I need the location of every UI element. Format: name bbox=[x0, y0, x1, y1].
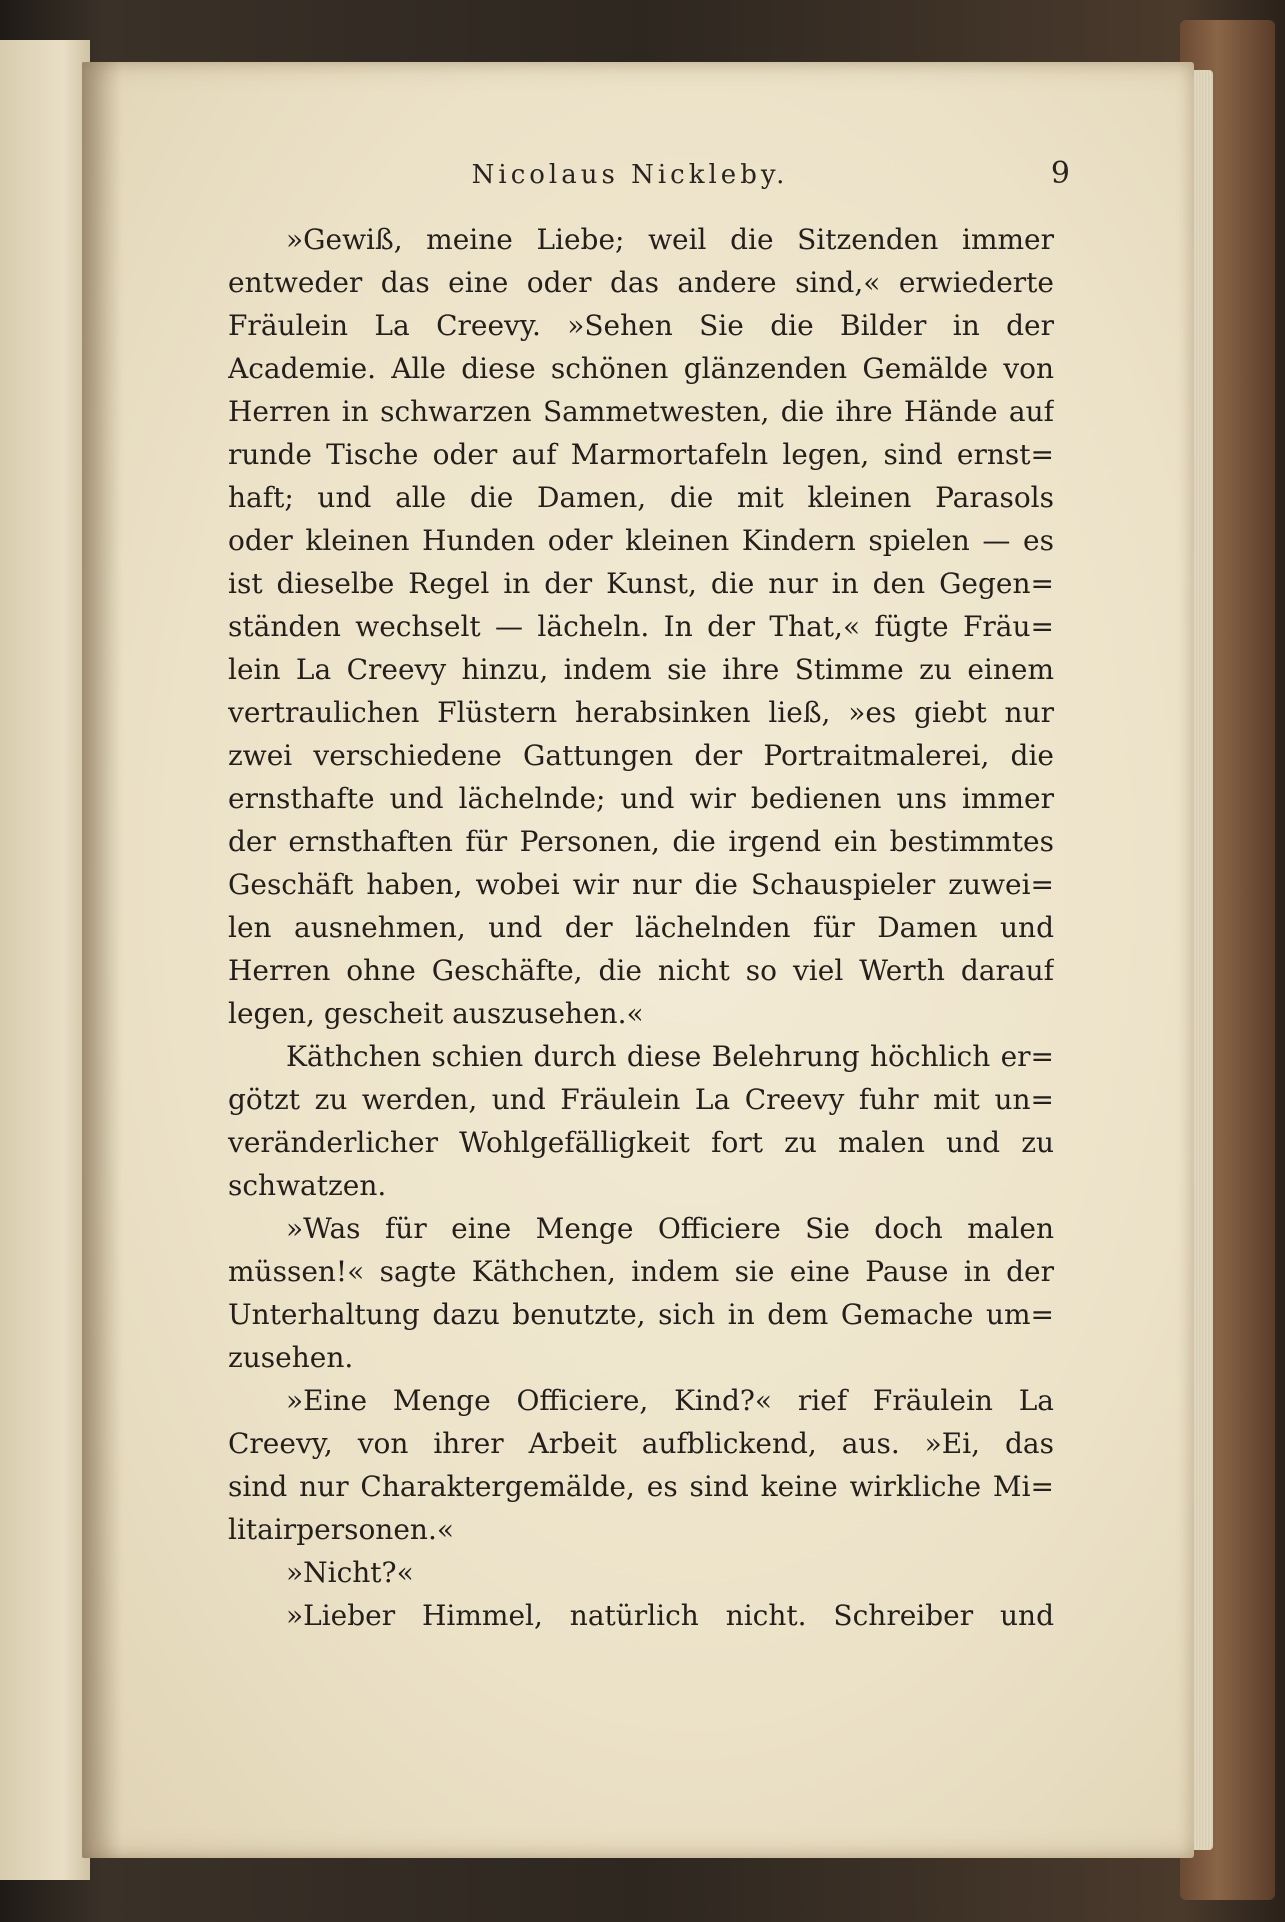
text-line: zwei verschiedene Gattungen der Portraitmalerei, die bbox=[228, 739, 1054, 772]
page-number: 9 bbox=[1050, 156, 1070, 191]
text-line: oder kleinen Hunden oder kleinen Kindern spielen — es bbox=[228, 524, 1054, 557]
text-line: zusehen. bbox=[228, 1341, 354, 1374]
text-line: Geschäft haben, wobei wir nur die Schauspieler zuwei= bbox=[228, 868, 1054, 901]
text-line: »Was für eine Menge Officiere Sie doch malen bbox=[286, 1212, 1054, 1245]
text-line: haft; und alle die Damen, die mit kleinen Parasols bbox=[228, 481, 1054, 514]
text-line: »Nicht?« bbox=[286, 1556, 414, 1589]
text-line: götzt zu werden, und Fräulein La Creevy fuhr mit un= bbox=[228, 1083, 1054, 1116]
running-title: Nicolaus Nickleby. bbox=[471, 160, 789, 190]
text-line: vertraulichen Flüstern herabsinken ließ, »es giebt nur bbox=[228, 696, 1054, 729]
text-line: len ausnehmen, und der lächelnden für Damen und bbox=[228, 911, 1054, 944]
body-text bbox=[228, 218, 1054, 1637]
gutter-shadow bbox=[82, 62, 122, 1858]
text-line: ernsthafte und lächelnde; und wir bedienen uns immer bbox=[228, 782, 1054, 815]
text-line: Käthchen schien durch diese Belehrung höchlich er= bbox=[286, 1040, 1054, 1073]
text-line: »Gewiß, meine Liebe; weil die Sitzenden immer bbox=[286, 223, 1054, 256]
text-line: litairpersonen.« bbox=[228, 1513, 454, 1546]
text-line: Fräulein La Creevy. »Sehen Sie die Bilder in der bbox=[228, 309, 1054, 342]
text-line: Unterhaltung dazu benutzte, sich in dem Gemache um= bbox=[228, 1298, 1054, 1331]
text-line: entweder das eine oder das andere sind,« erwiederte bbox=[228, 266, 1054, 299]
text-line: sind nur Charaktergemälde, es sind keine wirkliche Mi= bbox=[228, 1470, 1054, 1503]
text-line: legen, gescheit auszusehen.« bbox=[228, 997, 644, 1030]
page-header bbox=[0, 156, 1285, 200]
text-line: veränderlicher Wohlgefälligkeit fort zu malen und zu bbox=[228, 1126, 1054, 1159]
text-line: Creevy, von ihrer Arbeit aufblickend, aus. »Ei, das bbox=[228, 1427, 1054, 1460]
text-line: »Eine Menge Officiere, Kind?« rief Fräulein La bbox=[286, 1384, 1054, 1417]
text-line: »Lieber Himmel, natürlich nicht. Schreiber und bbox=[286, 1599, 1054, 1632]
text-line: Herren ohne Geschäfte, die nicht so viel Werth darauf bbox=[228, 954, 1054, 987]
text-line: der ernsthaften für Personen, die irgend ein bestimmtes bbox=[228, 825, 1054, 858]
text-line: runde Tische oder auf Marmortafeln legen, sind ernst= bbox=[228, 438, 1054, 471]
text-line: ständen wechselt — lächeln. In der That,« fügte Fräu= bbox=[228, 610, 1054, 643]
text-line: schwatzen. bbox=[228, 1169, 387, 1202]
text-line: Herren in schwarzen Sammetwesten, die ihre Hände auf bbox=[228, 395, 1054, 428]
text-line: müssen!« sagte Käthchen, indem sie eine Pause in der bbox=[228, 1255, 1054, 1288]
left-page-edge bbox=[0, 40, 90, 1880]
text-line: lein La Creevy hinzu, indem sie ihre Stimme zu einem bbox=[228, 653, 1054, 686]
text-line: Academie. Alle diese schönen glänzenden Gemälde von bbox=[228, 352, 1054, 385]
text-line: ist dieselbe Regel in der Kunst, die nur in den Gegen= bbox=[228, 567, 1054, 600]
